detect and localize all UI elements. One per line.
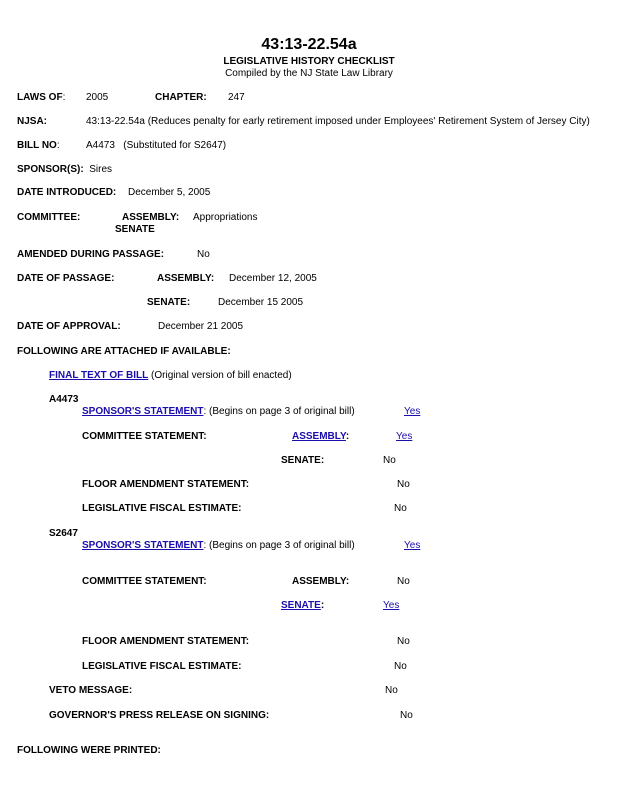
a4473-sponsor-statement-link[interactable]: SPONSOR'S STATEMENT: [82, 406, 204, 417]
a4473-fiscal-label: LEGISLATIVE FISCAL ESTIMATE:: [82, 503, 242, 514]
s2647-sponsor-statement-link[interactable]: SPONSOR'S STATEMENT: [82, 540, 204, 551]
amended-value: No: [197, 249, 210, 260]
veto-label: VETO MESSAGE:: [49, 685, 133, 696]
s2647-floor-label: FLOOR AMENDMENT STATEMENT:: [82, 636, 250, 647]
a4473-assembly-row: ASSEMBLY:: [292, 431, 350, 442]
a4473-floor-label: FLOOR AMENDMENT STATEMENT:: [82, 479, 250, 490]
s2647-assembly-value: No: [397, 576, 410, 587]
chapter-label: CHAPTER:: [155, 92, 207, 103]
final-text-link[interactable]: FINAL TEXT OF BILL: [49, 370, 149, 381]
njsa-value: 43:13-22.54a (Reduces penalty for early retirement imposed under Employees' Retirement System of Jersey City): [86, 116, 590, 127]
date-introduced-label: DATE INTRODUCED:: [17, 187, 117, 198]
a4473-senate-value: No: [383, 455, 396, 466]
veto-value: No: [385, 685, 398, 696]
s2647-fiscal-value: No: [394, 661, 407, 672]
compiled-by: Compiled by the NJ State Law Library: [225, 68, 393, 79]
a4473-committee-label: COMMITTEE STATEMENT:: [82, 431, 207, 442]
s2647-assembly-label: ASSEMBLY:: [292, 576, 350, 587]
chapter-value: 247: [228, 92, 245, 103]
a4473-assembly-yes-link[interactable]: Yes: [396, 431, 413, 442]
passage-assembly-value: December 12, 2005: [229, 273, 317, 284]
press-release-label: GOVERNOR'S PRESS RELEASE ON SIGNING:: [49, 710, 270, 721]
passage-senate-value: December 15 2005: [218, 297, 304, 308]
a4473-sponsor-yes-link[interactable]: Yes: [404, 406, 421, 417]
a4473-senate-label: SENATE:: [281, 455, 325, 466]
checklist-subtitle: LEGISLATIVE HISTORY CHECKLIST: [223, 56, 395, 67]
committee-assembly-label: ASSEMBLY:: [122, 212, 180, 223]
press-release-value: No: [400, 710, 413, 721]
bill-no-label: BILL NO:: [17, 140, 60, 151]
date-of-approval-label: DATE OF APPROVAL:: [17, 321, 121, 332]
bill-no-value: A4473 (Substituted for S2647): [86, 140, 227, 151]
attached-heading: FOLLOWING ARE ATTACHED IF AVAILABLE:: [17, 346, 231, 357]
njsa-label: NJSA:: [17, 116, 48, 127]
a4473-assembly-link[interactable]: ASSEMBLY: [292, 431, 346, 442]
s2647-label: S2647: [49, 528, 78, 539]
s2647-senate-yes-link[interactable]: Yes: [383, 600, 400, 611]
s2647-fiscal-label: LEGISLATIVE FISCAL ESTIMATE:: [82, 661, 242, 672]
s2647-sponsor-yes-link[interactable]: Yes: [404, 540, 421, 551]
a4473-sponsor-row: SPONSOR'S STATEMENT: (Begins on page 3 of original bill): [82, 406, 355, 417]
passage-assembly-label: ASSEMBLY:: [157, 273, 215, 284]
laws-of-value: 2005: [86, 92, 109, 103]
date-of-passage-label: DATE OF PASSAGE:: [17, 273, 115, 284]
s2647-floor-value: No: [397, 636, 410, 647]
committee-assembly-value: Appropriations: [193, 212, 258, 223]
passage-senate-label: SENATE:: [147, 297, 191, 308]
a4473-label: A4473: [49, 394, 79, 405]
laws-of-label: LAWS OF:: [17, 92, 66, 103]
committee-label: COMMITTEE:: [17, 212, 81, 223]
committee-senate-label: SENATE: [115, 224, 155, 235]
page-title: 43:13-22.54a: [261, 36, 357, 53]
a4473-fiscal-value: No: [394, 503, 407, 514]
s2647-senate-link[interactable]: SENATE: [281, 600, 321, 611]
date-introduced-value: December 5, 2005: [128, 187, 211, 198]
printed-heading: FOLLOWING WERE PRINTED:: [17, 745, 161, 756]
final-text-row: FINAL TEXT OF BILL (Original version of bill enacted): [49, 370, 292, 381]
amended-label: AMENDED DURING PASSAGE:: [17, 249, 165, 260]
a4473-floor-value: No: [397, 479, 410, 490]
date-of-approval-value: December 21 2005: [158, 321, 244, 332]
s2647-senate-row: SENATE:: [281, 600, 325, 611]
s2647-committee-label: COMMITTEE STATEMENT:: [82, 576, 207, 587]
sponsors-row: SPONSOR(S): Sires: [17, 164, 113, 175]
s2647-sponsor-row: SPONSOR'S STATEMENT: (Begins on page 3 of original bill): [82, 540, 355, 551]
